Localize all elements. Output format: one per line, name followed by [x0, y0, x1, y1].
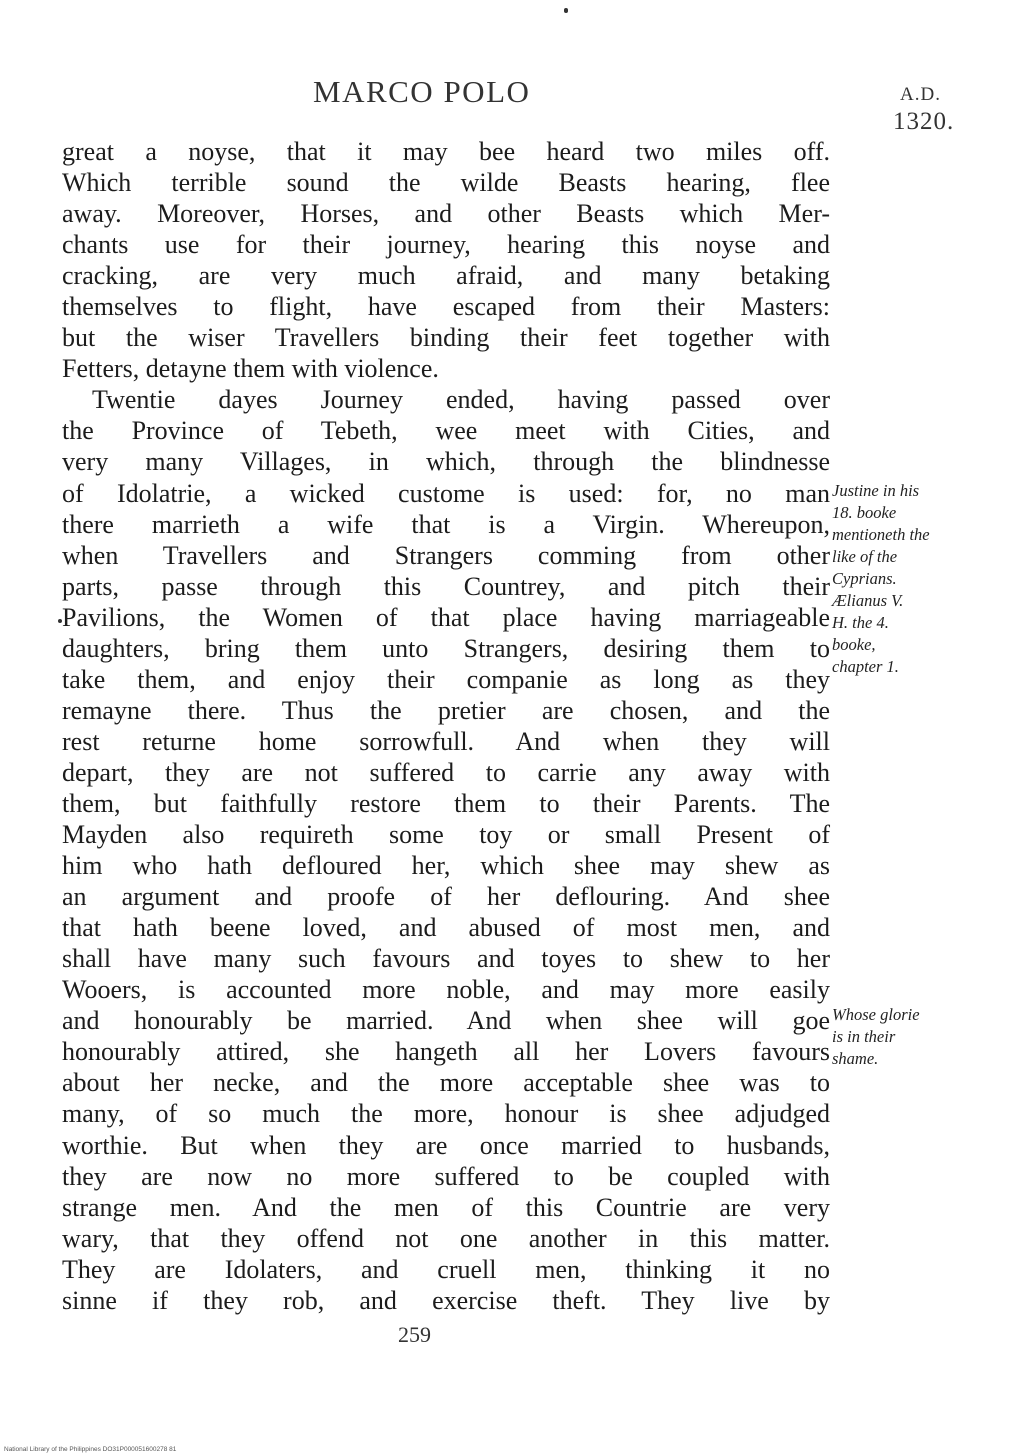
- sidenote-line: 18. booke: [832, 503, 897, 522]
- margin-mark: [58, 619, 62, 623]
- page-number: 259: [398, 1322, 431, 1347]
- text-line: Fetters, detayne them with violence.: [62, 354, 439, 384]
- sidenote-line: like of the: [832, 547, 898, 566]
- ink-speck: [564, 8, 568, 13]
- text-line: Mayden also requireth some toy or small Present of: [62, 820, 830, 850]
- text-line: many, of so much the more, honour is shee adjudged: [62, 1099, 830, 1129]
- sidenote-glorie: [832, 1004, 920, 1070]
- text-line: chants use for their journey, hearing this noyse and: [62, 230, 830, 260]
- text-line: shall have many such favours and toyes to shew to her: [62, 944, 830, 974]
- sidenote-line: Whose glorie: [832, 1005, 920, 1024]
- sidenote-justine: [832, 480, 930, 678]
- scan-footer: National Library of the Philippines DO31P000051600278 81: [4, 1446, 177, 1453]
- text-line: parts, passe through this Countrey, and pitch their: [62, 571, 830, 601]
- year-era-label: A.D.: [900, 84, 941, 105]
- text-line: that hath beene loved, and abused of most men, and: [62, 913, 830, 943]
- text-line: themselves to flight, have escaped from their Masters:: [62, 292, 830, 322]
- text-line: wary, that they offend not one another in this matter.: [62, 1223, 830, 1253]
- year-label: 1320.: [893, 108, 955, 135]
- text-line: honourably attired, she hangeth all her Lovers favours: [62, 1037, 830, 1067]
- text-line: worthie. But when they are once married to husbands,: [62, 1130, 830, 1160]
- text-line: depart, they are not suffered to carrie any away with: [62, 757, 830, 787]
- text-line: rest returne home sorrowfull. And when they will: [62, 726, 830, 756]
- text-line: remayne there. Thus the pretier are chosen, and the: [62, 695, 830, 725]
- text-line: there marrieth a wife that is a Virgin. Whereupon,: [62, 509, 830, 539]
- running-title: MARCO POLO: [313, 74, 531, 109]
- sidenote-line: booke,: [832, 635, 876, 654]
- text-line: They are Idolaters, and cruell men, thinking it no: [62, 1254, 830, 1284]
- text-line: sinne if they rob, and exercise theft. They live by: [62, 1285, 830, 1315]
- sidenote-line: Cyprians.: [832, 569, 897, 588]
- sidenote-line: is in their: [832, 1027, 896, 1046]
- text-line: they are now no more suffered to be coupled with: [62, 1161, 830, 1191]
- text-line: the Province of Tebeth, wee meet with Cities, and: [62, 416, 830, 446]
- sidenote-line: chapter 1.: [832, 657, 899, 676]
- text-line: Which terrible sound the wilde Beasts hearing, flee: [62, 168, 830, 198]
- text-line: cracking, are very much afraid, and many betaking: [62, 261, 830, 291]
- text-line: an argument and proofe of her deflouring. And shee: [62, 882, 830, 912]
- body-text: [62, 136, 830, 1316]
- sidenote-line: shame.: [832, 1049, 879, 1068]
- sidenote-line: H. the 4.: [832, 613, 889, 632]
- text-line: when Travellers and Strangers comming from other: [62, 540, 830, 570]
- text-line: Twentie dayes Journey ended, having passed over: [92, 385, 830, 415]
- text-line: him who hath defloured her, which shee may shew as: [62, 851, 830, 881]
- text-line: away. Moreover, Horses, and other Beasts which Mer-: [62, 199, 830, 229]
- sidenote-line: Justine in his: [832, 481, 920, 500]
- text-line: Wooers, is accounted more noble, and may more easily: [62, 975, 830, 1005]
- text-line: take them, and enjoy their companie as long as they: [62, 664, 830, 694]
- text-line: Pavilions, the Women of that place having marriageable: [62, 602, 830, 632]
- text-line: but the wiser Travellers binding their feet together with: [62, 323, 830, 353]
- text-line: strange men. And the men of this Countrie are very: [62, 1192, 830, 1222]
- text-line: of Idolatrie, a wicked custome is used: for, no man: [62, 478, 830, 508]
- text-line: and honourably be married. And when shee will goe: [62, 1006, 830, 1036]
- text-line: very many Villages, in which, through the blindnesse: [62, 447, 830, 477]
- text-line: about her necke, and the more acceptable shee was to: [62, 1068, 830, 1098]
- text-line: great a noyse, that it may bee heard two miles off.: [62, 137, 830, 166]
- text-line: daughters, bring them unto Strangers, desiring them to: [62, 633, 830, 663]
- sidenote-line: mentioneth the: [832, 525, 930, 544]
- text-line: them, but faithfully restore them to their Parents. The: [62, 788, 830, 818]
- sidenote-line: Ælianus V.: [832, 591, 904, 610]
